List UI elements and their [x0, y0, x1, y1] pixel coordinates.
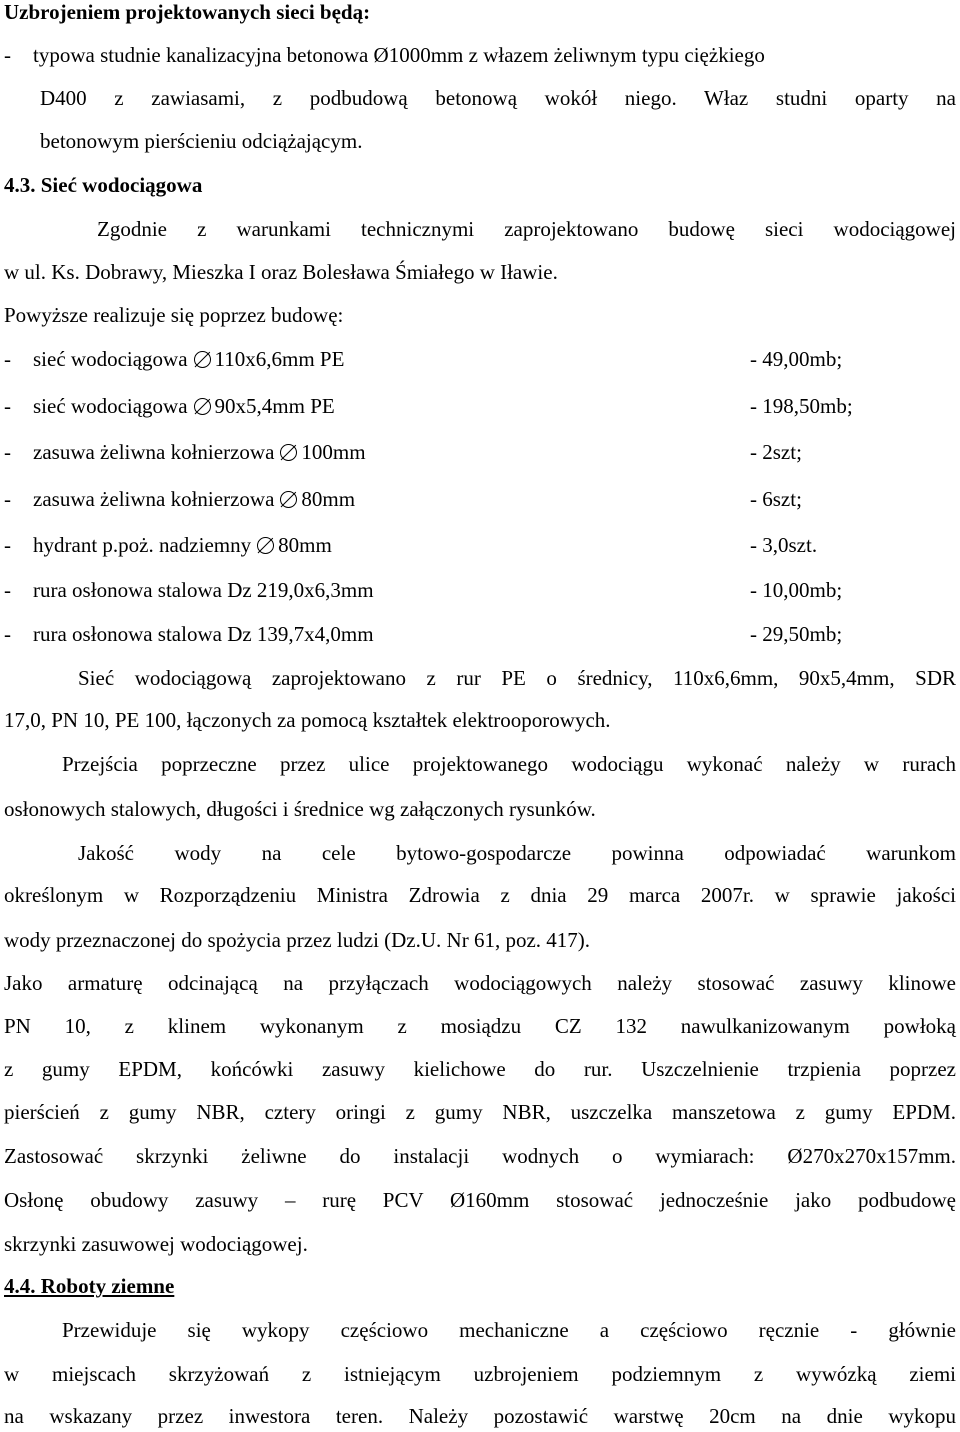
quantity: - 2szt;: [750, 440, 802, 464]
paragraph-line: wody przeznaczonej do spożycia przez ludzi (Dz.U. Nr 61, poz. 417).: [4, 928, 591, 952]
list-intro: Powyższe realizuje się poprzez budowę:: [4, 303, 344, 327]
quantity: - 49,00mb;: [750, 347, 843, 371]
quantity: - 10,00mb;: [750, 578, 843, 602]
quantity: - 29,50mb;: [750, 622, 843, 646]
list-item: - zasuwa żeliwna kołnierzowa 100mm - 2szt;: [4, 437, 366, 467]
section-heading-uzbrojenie: Uzbrojeniem projektowanych sieci będą:: [4, 0, 371, 24]
paragraph-line: Jako armaturę odcinającą na przyłączach wodociągowych należy stosować zasuwy klinowe: [4, 971, 956, 995]
paragraph-line: osłonowych stalowych, długości i średnice wg załączonych rysunków.: [4, 797, 596, 821]
diameter-icon: [194, 398, 211, 415]
paragraph-line: z gumy EPDM, końcówki zasuwy kielichowe do rur. Uszczelnienie trzpienia poprzez: [4, 1057, 956, 1081]
list-item: - rura osłonowa stalowa Dz 219,0x6,3mm - 10,00mb;: [4, 575, 374, 605]
list-item-continuation: betonowym pierścieniu odciążającym.: [40, 129, 363, 153]
paragraph-line: Zgodnie z warunkami technicznymi zaprojektowano budowę sieci wodociągowej: [97, 217, 956, 241]
section-heading-4-4: 4.4. Roboty ziemne: [4, 1274, 175, 1298]
paragraph-line: Zastosować skrzynki żeliwne do instalacji wodnych o wymiarach: Ø270x270x157mm.: [4, 1144, 956, 1168]
paragraph-line: Przewiduje się wykopy częściowo mechaniczne a częściowo ręcznie - głównie: [62, 1318, 956, 1342]
quantity: - 3,0szt.: [750, 533, 818, 557]
quantity: - 6szt;: [750, 487, 802, 511]
section-heading-4-3: 4.3. Sieć wodociągowa: [4, 173, 203, 197]
paragraph-line: w miejscach skrzyżowań z istniejącym uzbrojeniem podziemnym z wywózką ziemi: [4, 1362, 956, 1386]
list-item: - rura osłonowa stalowa Dz 139,7x4,0mm - 29,50mb;: [4, 619, 374, 649]
quantity: - 198,50mb;: [750, 394, 853, 418]
list-item-studnie: - typowa studnie kanalizacyjna betonowa Ø1000mm z włazem żeliwnym typu ciężkiego: [4, 43, 765, 67]
diameter-icon: [280, 491, 297, 508]
diameter-icon: [257, 537, 274, 554]
list-item-text: typowa studnie kanalizacyjna betonowa Ø1000mm z włazem żeliwnym typu ciężkiego: [33, 43, 765, 67]
paragraph-line: pierścień z gumy NBR, cztery oringi z gumy NBR, uszczelka manszetowa z gumy EPDM.: [4, 1100, 956, 1124]
paragraph-line: skrzynki zasuwowej wodociągowej.: [4, 1232, 308, 1256]
paragraph-line: Przejścia poprzeczne przez ulice projektowanego wodociągu wykonać należy w rurach: [62, 752, 956, 776]
paragraph-line: w ul. Ks. Dobrawy, Mieszka I oraz Bolesława Śmiałego w Iławie.: [4, 260, 558, 284]
list-item: - hydrant p.poż. nadziemny 80mm - 3,0szt.: [4, 530, 332, 560]
paragraph-line: 17,0, PN 10, PE 100, łączonych za pomocą kształtek elektrooporowych.: [4, 708, 611, 732]
list-item-continuation: D400 z zawiasami, z podbudową betonową wokół niego. Właz studni oparty na: [40, 86, 956, 110]
paragraph-line: PN 10, z klinem wykonanym z mosiądzu CZ 132 nawulkanizowanym powłoką: [4, 1014, 956, 1038]
paragraph-line: Jakość wody na cele bytowo-gospodarcze powinna odpowiadać warunkom: [78, 841, 956, 865]
list-item: - zasuwa żeliwna kołnierzowa 80mm - 6szt;: [4, 484, 355, 514]
diameter-icon: [194, 351, 211, 368]
list-item: - sieć wodociągowa 110x6,6mm PE - 49,00mb;: [4, 344, 344, 374]
diameter-icon: [280, 444, 297, 461]
paragraph-line: Sieć wodociągową zaprojektowano z rur PE o średnicy, 110x6,6mm, 90x5,4mm, SDR: [78, 666, 956, 690]
paragraph-line: określonym w Rozporządzeniu Ministra Zdrowia z dnia 29 marca 2007r. w sprawie jakości: [4, 883, 956, 907]
paragraph-line: na wskazany przez inwestora teren. Należy pozostawić warstwę 20cm na dnie wykopu: [4, 1404, 956, 1428]
paragraph-line: Osłonę obudowy zasuwy – rurę PCV Ø160mm stosować jednocześnie jako podbudowę: [4, 1188, 956, 1212]
list-item: - sieć wodociągowa 90x5,4mm PE - 198,50mb;: [4, 391, 335, 421]
